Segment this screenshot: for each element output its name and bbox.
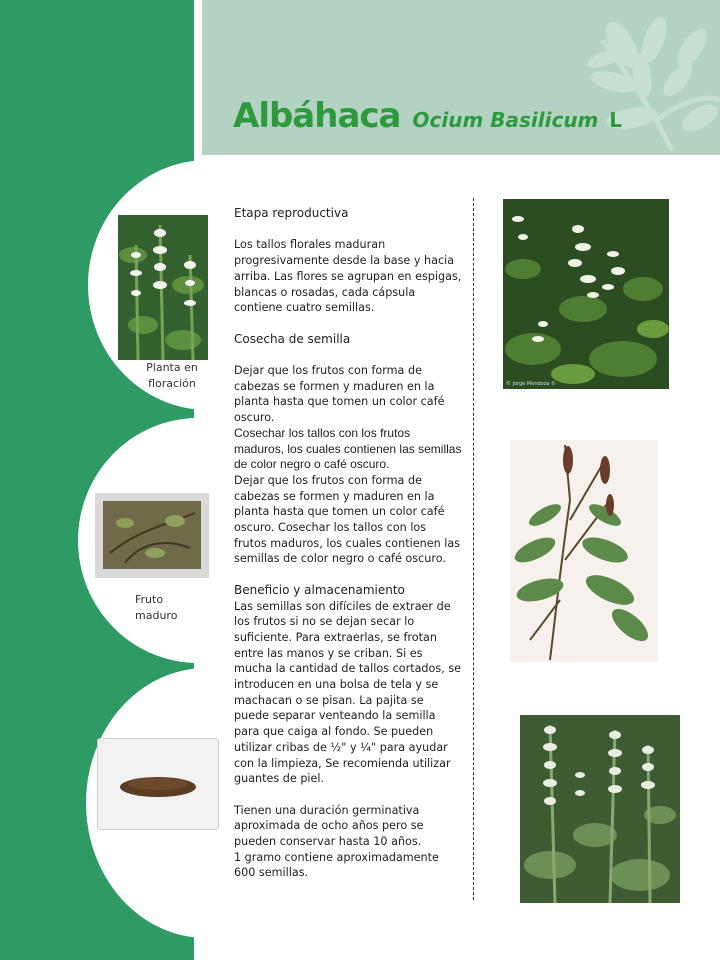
caption-flowering: Planta en floración bbox=[146, 361, 198, 390]
harvest-paragraph-1: Dejar que los frutos con forma de cabezas se formen y maduren en la planta hasta que tomen un color café oscuro. bbox=[234, 363, 445, 425]
page-title bbox=[233, 96, 622, 136]
thumbnail-seed-pile bbox=[97, 738, 219, 830]
harvest-paragraph-3: Dejar que los frutos con forma de cabezas se formen y maduren en la planta hasta que tomen un color café oscuro. Cosechar los tallos con los frutos maduros, los cuales contienen las semillas de color negro o café oscuro. bbox=[234, 473, 461, 566]
germination-paragraph: Tienen una duración germinativa aproximada de ocho años pero se pueden conservar hasta 10 años. bbox=[234, 803, 424, 849]
common-name: Albáhaca bbox=[233, 96, 401, 136]
author-abbreviation: L bbox=[609, 108, 622, 132]
main-text-column bbox=[234, 206, 462, 881]
scientific-name: Ocium Basilicum bbox=[412, 108, 599, 132]
photo-credit: © Jorge Mendoza © bbox=[506, 381, 556, 387]
storage-paragraph: Las semillas son difíciles de extraer de los frutos si no se dejan secar lo suficiente. Para extraerlas, se frotan entre las manos y se criban. Si es mucha la cantidad de tallos cortados, se introducen en una bolsa de tela y se machacan o se pisan. La pajita se puede separar venteando la semilla para que caiga al fondo. Se pueden utilizar cribas de ½" y ¼" para ayudar con la limpieza, Se recomienda utilizar guantes de piel. bbox=[234, 599, 462, 786]
seed-count-paragraph: 1 gramo contiene aproximadamente 600 semillas. bbox=[234, 850, 439, 880]
dashed-separator bbox=[473, 198, 474, 900]
caption-fruit: Fruto maduro bbox=[135, 593, 178, 622]
section-title-storage: Beneficio y almacenamiento bbox=[234, 582, 405, 597]
illustration-basil-plant bbox=[510, 440, 658, 662]
photo-basil-flowers bbox=[503, 199, 669, 389]
thumbnail-ripe-fruit bbox=[95, 493, 209, 578]
reproductive-paragraph: Los tallos florales maduran progresivamente desde la base y hacia arriba. Las flores se agrupan en espigas, blancas o rosadas, cada cápsula contiene cuatro semillas. bbox=[234, 238, 462, 315]
section-title-harvest: Cosecha de semilla bbox=[234, 331, 351, 346]
section-title-reproductive: Etapa reproductiva bbox=[234, 206, 349, 220]
harvest-paragraph-2: Cosechar los tallos con los frutos maduros, los cuales contienen las semillas de color negro o café oscuro. bbox=[234, 425, 462, 472]
photo-basil-spikes bbox=[520, 715, 680, 903]
thumbnail-flowering-plant bbox=[118, 215, 208, 360]
